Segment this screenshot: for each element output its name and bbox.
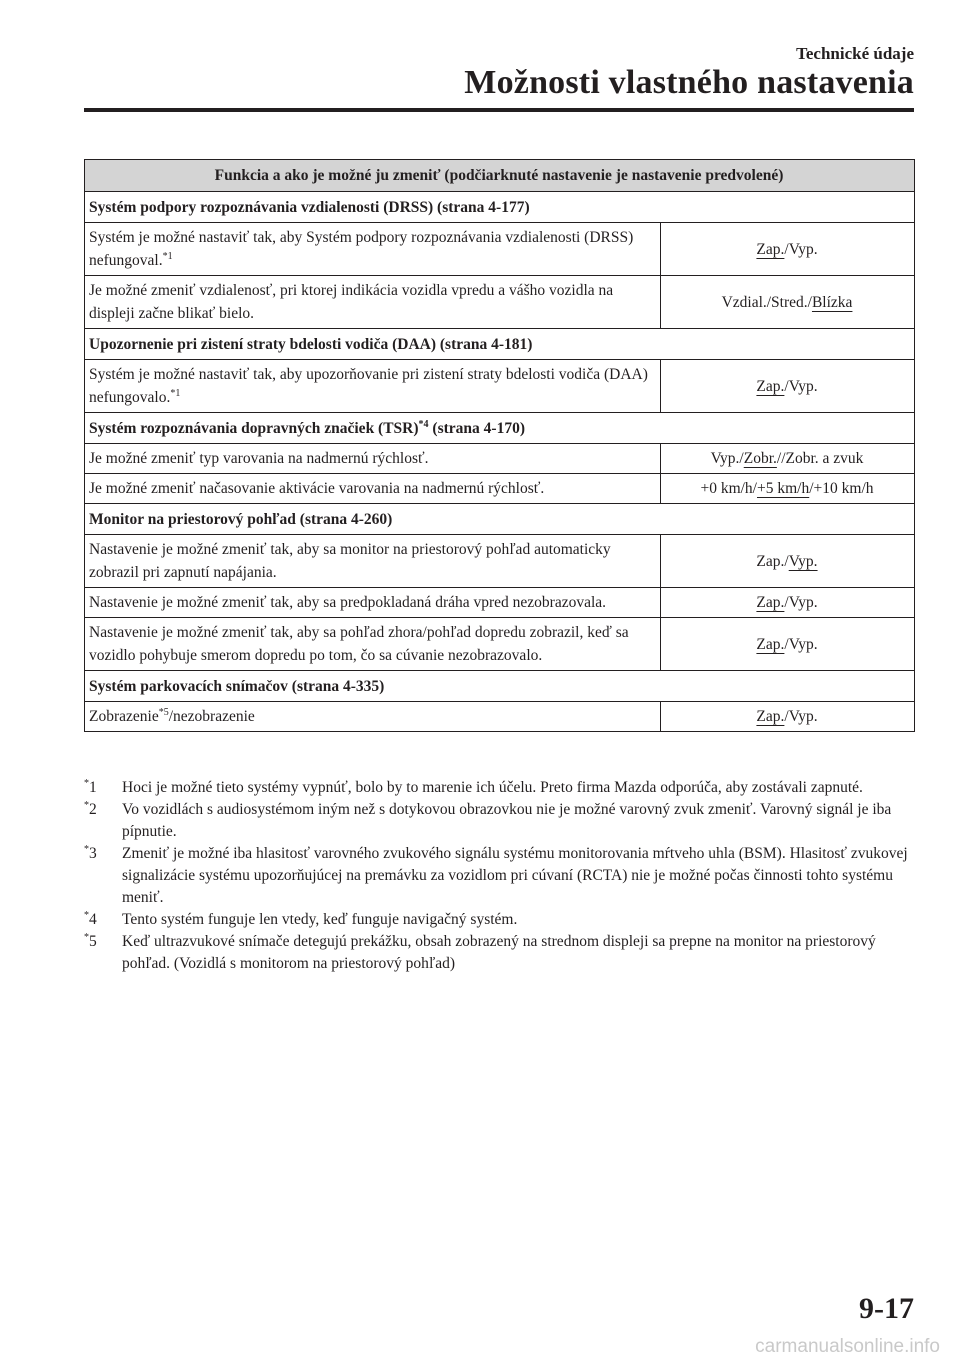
table-row xyxy=(85,276,915,329)
row-description: Systém je možné nastaviť tak, aby Systém podpory rozpoznávania vzdialenosti (DRSS) nefungoval.$^{*1}$ xyxy=(85,223,661,276)
table-row xyxy=(85,618,915,671)
row-description: Nastavenie je možné zmeniť tak, aby sa pohľad zhora/pohľad dopredu zobrazil, keď sa vozidlo pohybuje smerom dopredu po tom, čo sa cúvanie nezobrazovalo. xyxy=(85,618,661,671)
group-title-daa: Upozornenie pri zistení straty bdelosti vodiča (DAA) (strana 4-181) xyxy=(85,329,915,360)
footnote xyxy=(84,909,915,931)
row-description: Systém je možné nastaviť tak, aby upozorňovanie pri zistení straty bdelosti vodiča (DAA) nefungovalo.$^{*1}$ xyxy=(85,360,661,413)
table-row xyxy=(85,702,915,732)
row-description: Nastavenie je možné zmeniť tak, aby sa monitor na priestorový pohľad automaticky zobrazil pri zapnutí napájania. xyxy=(85,535,661,588)
table-row xyxy=(85,444,915,474)
footnote-mark: *5 xyxy=(84,932,97,950)
default-option: Blízka xyxy=(811,293,853,311)
row-options: Zap./Vyp. xyxy=(661,223,915,276)
row-options: Vyp./Zobr.//Zobr. a zvuk xyxy=(661,444,915,474)
watermark: carmanualsonline.info xyxy=(755,1336,940,1357)
footnote xyxy=(84,799,915,843)
group-title-parking: Systém parkovacích snímačov (strana 4-335) xyxy=(85,671,915,702)
row-options: Zap./Vyp. xyxy=(661,535,915,588)
footnote-text: Zmeniť je možné iba hlasitosť varovného zvukového signálu systému monitorovania mŕtveho uhla (BSM). Hlasitosť zvukovej signalizácie systému upozorňujúcej na premávku za vozidlom pri cúvaní (RCTA) nie je možné počas činnosti tohto systému meniť. xyxy=(122,845,908,906)
footnote-mark: *2 xyxy=(84,800,97,818)
footnotes xyxy=(84,777,915,975)
page-number: 9-17 xyxy=(859,1292,914,1325)
footnote-text: Hoci je možné tieto systémy vypnúť, bolo by to marenie ich účelu. Preto firma Mazda odporúča, aby zostávali zapnuté. xyxy=(122,779,863,796)
row-description: Zobrazenie$^{*5}$/nezobrazenie xyxy=(85,702,661,732)
table-row xyxy=(85,588,915,618)
footnote-text: Tento systém funguje len vtedy, keď funguje navigačný systém. xyxy=(122,911,518,928)
footnote xyxy=(84,843,915,909)
group-title-monitor: Monitor na priestorový pohľad (strana 4-260) xyxy=(85,504,915,535)
group-row-tsr xyxy=(85,413,915,444)
row-options: Zap./Vyp. xyxy=(661,702,915,732)
row-description: Je možné zmeniť načasovanie aktivácie varovania na nadmernú rýchlosť. xyxy=(85,474,661,504)
table-header-row xyxy=(85,160,915,192)
title-rule xyxy=(84,108,914,112)
footnote-mark: *3 xyxy=(84,844,97,862)
default-option: +5 km/h xyxy=(757,480,810,497)
row-description: Je možné zmeniť vzdialenosť, pri ktorej indikácia vozidla vpredu a vášho vozidla na displeji začne blikať bielo. xyxy=(85,276,661,329)
row-description: Nastavenie je možné zmeniť tak, aby sa predpokladaná dráha vpred nezobrazovala. xyxy=(85,588,661,618)
footnote xyxy=(84,777,915,799)
table-row xyxy=(85,223,915,276)
group-row-daa xyxy=(85,329,915,360)
default-option: Zap. xyxy=(756,708,785,725)
default-option: Zap. xyxy=(756,240,785,258)
footnote-mark: *1 xyxy=(84,778,97,796)
row-options: Vzdial./Stred./Blízka xyxy=(661,276,915,329)
table-row xyxy=(85,360,915,413)
footnote-text: Vo vozidlách s audiosystémom iným než s dotykovou obrazovkou nie je možné varovný zvuk zmeniť. Varovný signál je iba pípnutie. xyxy=(122,801,892,840)
default-option: Zap. xyxy=(756,377,785,395)
footnote xyxy=(84,931,915,975)
group-title-drss: Systém podpory rozpoznávania vzdialenosti (DRSS) (strana 4-177) xyxy=(85,192,915,223)
section-label: Technické údaje xyxy=(796,44,914,63)
row-options: Zap./Vyp. xyxy=(661,588,915,618)
table-header: Funkcia a ako je možné ju zmeniť (podčiarknuté nastavenie je nastavenie predvolené) xyxy=(85,160,915,192)
page-title: Možnosti vlastného nastavenia xyxy=(464,64,914,101)
group-row-monitor xyxy=(85,504,915,535)
group-row-drss xyxy=(85,192,915,223)
row-options: Zap./Vyp. xyxy=(661,360,915,413)
default-option: Zobr. xyxy=(743,450,777,467)
table-row xyxy=(85,535,915,588)
footnote-mark: *4 xyxy=(84,910,97,928)
default-option: Vyp. xyxy=(788,552,818,570)
footnote-text: Keď ultrazvukové snímače detegujú prekážku, obsah zobrazený na strednom displeji sa prepne na monitor na priestorový pohľad. (Vozidlá s monitorom na priestorový pohľad) xyxy=(122,933,876,972)
group-row-parking xyxy=(85,671,915,702)
group-title-tsr: Systém rozpoznávania dopravných značiek (TSR)$^{*4}$ (strana 4-170) xyxy=(85,413,915,444)
row-description: Je možné zmeniť typ varovania na nadmernú rýchlosť. xyxy=(85,444,661,474)
row-options: Zap./Vyp. xyxy=(661,618,915,671)
row-options: +0 km/h/+5 km/h/+10 km/h xyxy=(661,474,915,504)
default-option: Zap. xyxy=(756,635,785,653)
table-row xyxy=(85,474,915,504)
default-option: Zap. xyxy=(756,594,785,611)
settings-table xyxy=(84,159,915,732)
